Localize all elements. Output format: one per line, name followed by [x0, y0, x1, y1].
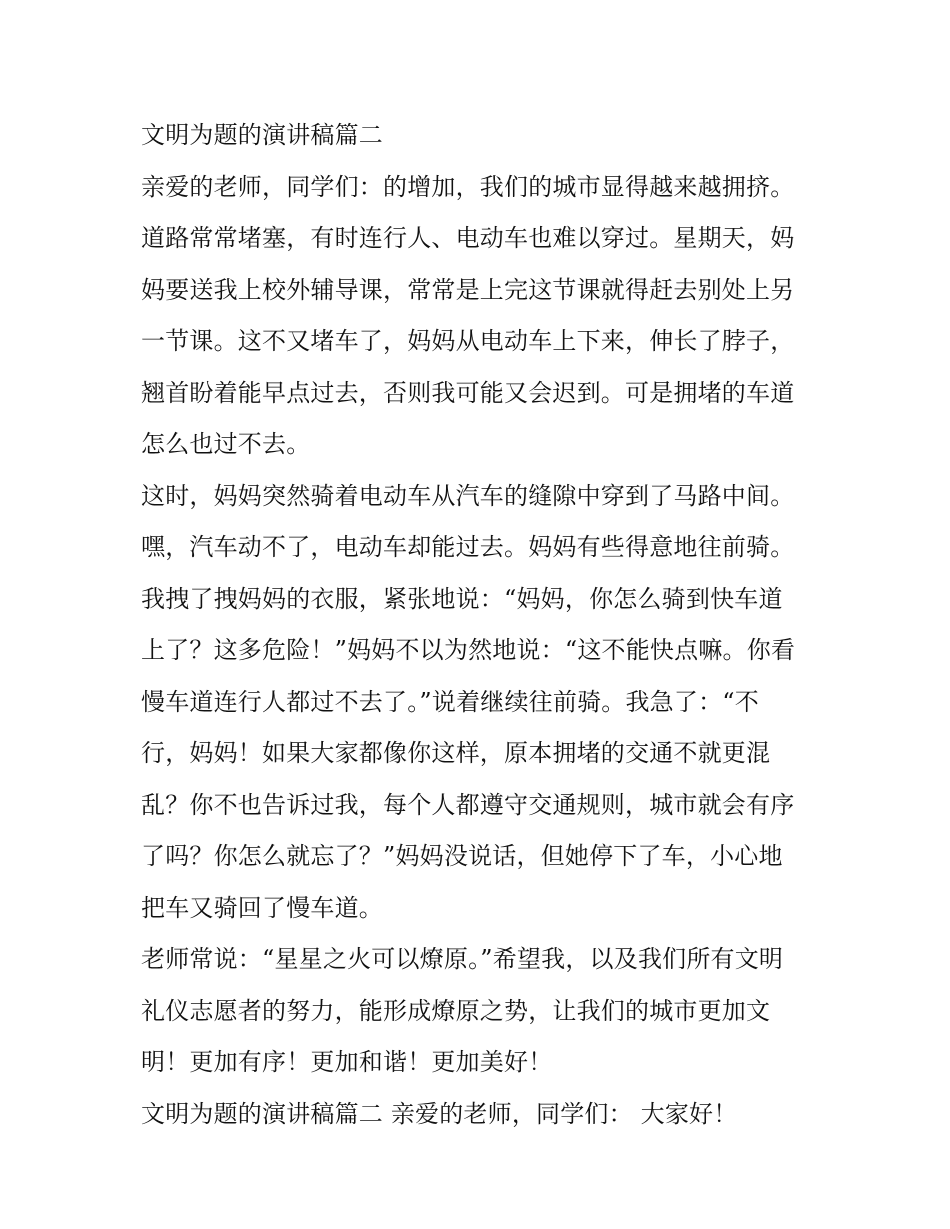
- text-line: 礼仪志愿者的努力，能形成燎原之势，让我们的城市更加文: [141, 996, 771, 1025]
- text-line: 这时，妈妈突然骑着电动车从汽车的缝隙中穿到了马路中间。: [141, 481, 795, 510]
- text-line: 乱？你不也告诉过我，每个人都遵守交通规则，城市就会有序: [141, 790, 795, 819]
- text-line: 亲爱的老师，同学们：的增加，我们的城市显得越来越拥挤。: [141, 172, 795, 201]
- text-line: 翘首盼着能早点过去，否则我可能又会迟到。可是拥堵的车道: [141, 378, 795, 407]
- text-line: 一节课。这不又堵车了，妈妈从电动车上下来，伸长了脖子，: [141, 327, 795, 355]
- text-line: 道路常常堵塞，有时连行人、电动车也难以穿过。星期天，妈: [141, 224, 795, 252]
- text-line: 老师常说：“星星之火可以燎原。”希望我，以及我们所有文明: [141, 945, 784, 973]
- text-line: 慢车道连行人都过不去了。”说着继续往前骑。我急了：“不: [141, 687, 759, 716]
- text-line: 明！更加有序！更加和谐！更加美好！: [141, 1048, 553, 1076]
- text-line: 嘿，汽车动不了，电动车却能过去。妈妈有些得意地往前骑。: [141, 533, 795, 561]
- document-title: 文明为题的演讲稿篇二: [141, 121, 383, 149]
- text-line: 了吗？你怎么就忘了？”妈妈没说话，但她停下了车，小心地: [141, 842, 783, 870]
- text-line: 怎么也过不去。: [141, 430, 311, 458]
- text-line: 我拽了拽妈妈的衣服，紧张地说：“妈妈，你怎么骑到快车道: [141, 584, 783, 613]
- text-line: 妈要送我上校外辅导课，常常是上完这节课就得赶去别处上另: [141, 275, 795, 304]
- text-line: 文明为题的演讲稿篇二 亲爱的老师，同学们： 大家好！: [141, 1099, 738, 1128]
- text-line: 行，妈妈！如果大家都像你这样，原本拥堵的交通不就更混: [141, 739, 771, 767]
- text-line: 上了？这多危险！”妈妈不以为然地说：“这不能快点嘛。你看: [141, 636, 796, 664]
- document-body: [141, 110, 821, 1140]
- text-line: 把车又骑回了慢车道。: [141, 893, 383, 922]
